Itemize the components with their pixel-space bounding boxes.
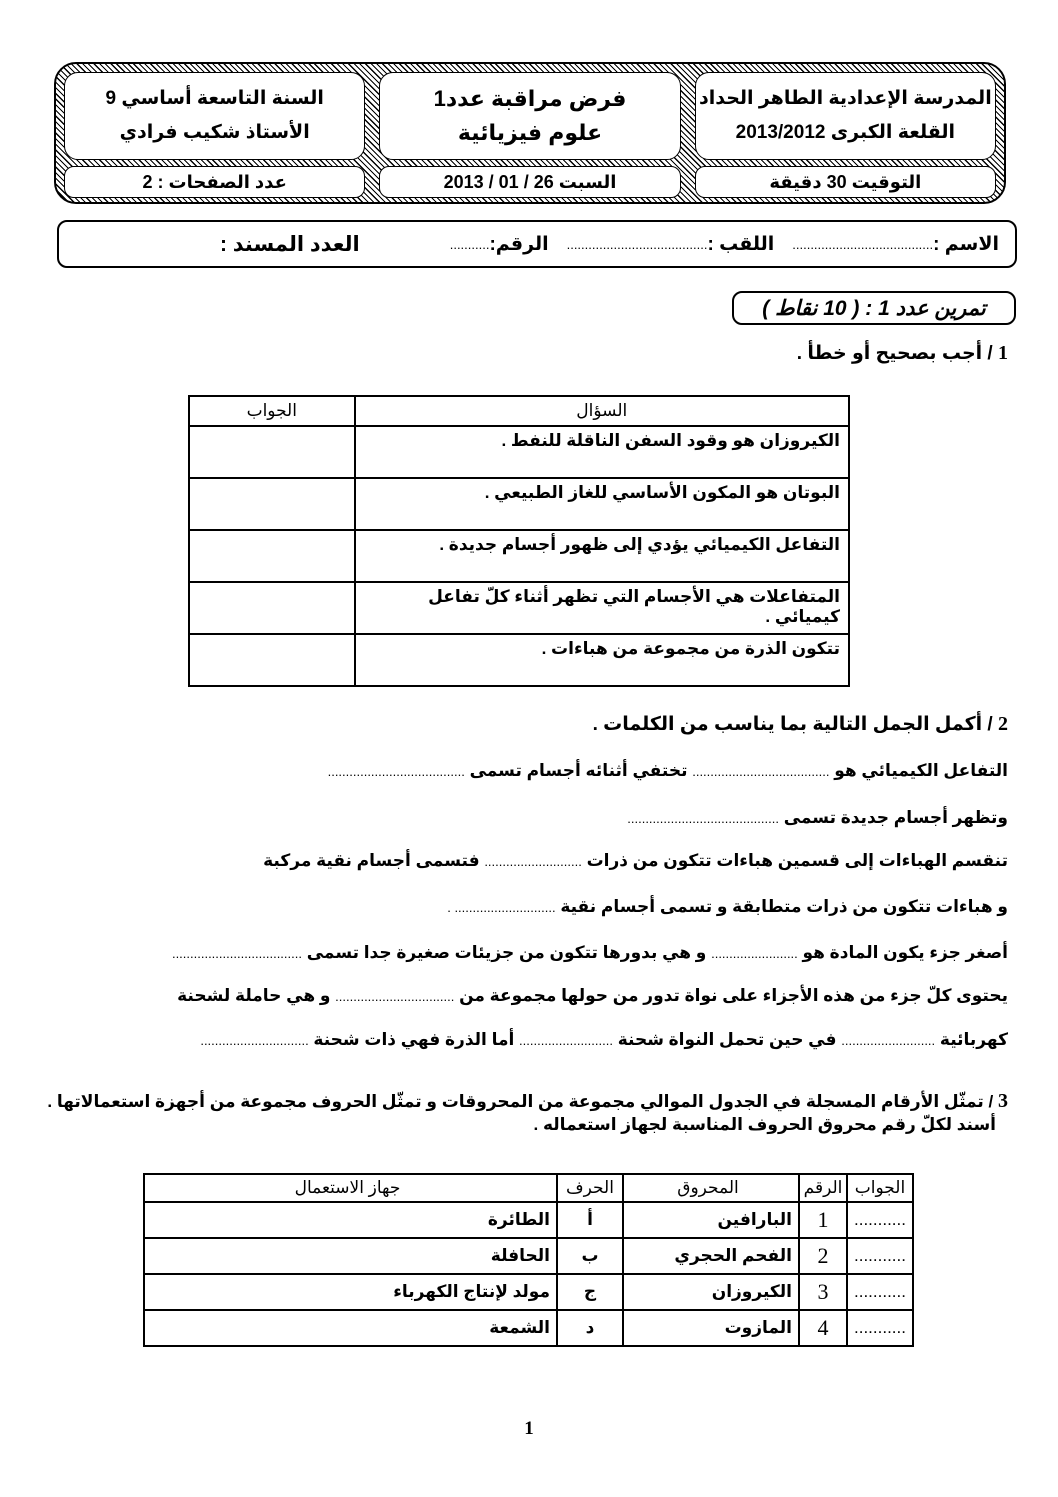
sentence-text: أما الذرة فهي ذات شحنة bbox=[313, 1030, 515, 1049]
use-cell: الطائرة bbox=[144, 1202, 557, 1238]
answer-cell[interactable] bbox=[189, 634, 355, 686]
table-header-row bbox=[144, 1174, 913, 1202]
q3-number: 3 bbox=[998, 1090, 1008, 1112]
q1-heading bbox=[797, 342, 1008, 365]
answer-cell[interactable] bbox=[189, 582, 355, 634]
fuel-cell: البارافين bbox=[623, 1202, 799, 1238]
grade-label: العدد المسند : bbox=[219, 232, 360, 256]
fuel-cell: المازوت bbox=[623, 1310, 799, 1346]
fill-line-7 bbox=[200, 1030, 1008, 1050]
header-letter: الحرف bbox=[557, 1174, 623, 1202]
number-field[interactable]: ........... bbox=[449, 236, 490, 252]
table-row bbox=[144, 1310, 913, 1346]
page-number: 1 bbox=[524, 1418, 534, 1439]
sentence-text: أصغر جزء يكون المادة هو bbox=[802, 943, 1008, 962]
surname-label: اللقب : bbox=[707, 233, 775, 255]
blank[interactable]: ................................. bbox=[335, 989, 455, 1004]
sentence-text: التفاعل الكيميائي هو bbox=[834, 761, 1008, 780]
letter-cell: ج bbox=[557, 1274, 623, 1310]
number-cell: 4 bbox=[799, 1310, 847, 1346]
use-cell: الشمعة bbox=[144, 1310, 557, 1346]
sentence-text: و هباءات تتكون من ذرات متطابقة و تسمى أجسام نقية bbox=[560, 897, 1008, 916]
q1-text: / أجب بصحيح أو خطأ . bbox=[796, 343, 993, 364]
sentence-text: كهربائية bbox=[939, 1030, 1008, 1049]
matching-table bbox=[143, 1173, 914, 1347]
blank[interactable]: .............................. bbox=[200, 1033, 309, 1048]
table-row bbox=[144, 1202, 913, 1238]
header-answer: الجواب bbox=[847, 1174, 913, 1202]
header-use: جهاز الاستعمال bbox=[144, 1174, 557, 1202]
name-field[interactable]: ....................................... bbox=[792, 236, 934, 252]
fill-line-6 bbox=[177, 986, 1008, 1006]
table-row bbox=[144, 1274, 913, 1310]
sentence-text: فتسمى أجسام نقية مركبة bbox=[263, 851, 480, 870]
use-cell: الحافلة bbox=[144, 1238, 557, 1274]
q2-heading bbox=[593, 713, 1008, 736]
number-cell: 3 bbox=[799, 1274, 847, 1310]
sentence-text: و هي حاملة لشحنة bbox=[177, 986, 331, 1005]
school-year: القلعة الكبرى 2013/2012 bbox=[735, 122, 956, 143]
fill-line-1 bbox=[328, 761, 1008, 781]
school-info bbox=[695, 72, 996, 160]
q2-text: / أكمل الجمل التالية بما يناسب من الكلمات . bbox=[592, 714, 993, 735]
sentence-text: وتظهر أجسام جديدة تسمى bbox=[783, 808, 1008, 827]
table-row bbox=[189, 426, 849, 478]
exam-duration: التوقيت 30 دقيقة bbox=[695, 166, 996, 198]
fuel-cell: الفحم الحجري bbox=[623, 1238, 799, 1274]
sentence-text: في حين تحمل النواة شحنة bbox=[617, 1030, 837, 1049]
q3-instruction: أسند لكلّ رقم محروق الحروف المناسبة لجهاز استعماله . bbox=[533, 1115, 996, 1134]
q2-number: 2 bbox=[998, 713, 1008, 735]
fill-line-3 bbox=[263, 851, 1008, 871]
true-false-table bbox=[188, 395, 850, 687]
question-cell: الكيروزان هو وقود السفن الناقلة للنفط . bbox=[355, 426, 849, 478]
letter-cell: أ bbox=[557, 1202, 623, 1238]
q1-number: 1 bbox=[998, 342, 1008, 364]
page-count: عدد الصفحات : 2 bbox=[64, 166, 365, 198]
school-name: المدرسة الإعدادية الطاهر الحداد bbox=[698, 88, 992, 109]
letter-cell: د bbox=[557, 1310, 623, 1346]
header-question: السؤال bbox=[355, 396, 849, 426]
sentence-text: يحتوى كلّ جزء من هذه الأجزاء على نواة تدور من حولها مجموعة من bbox=[459, 986, 1008, 1005]
exam-title: فرض مراقبة عدد1 bbox=[433, 86, 627, 111]
sentence-text: تختفي أثنائه أجسام تسمى bbox=[469, 761, 688, 780]
blank[interactable]: ............................ . bbox=[447, 900, 556, 915]
q3-text: / تمثّل الأرقام المسجلة في الجدول الموالي مجموعة من المحروقات و تمثّل الحروف مجموعة من أجهزة استعمالاتها . bbox=[47, 1092, 994, 1111]
exam-info bbox=[379, 72, 680, 160]
question-cell: البوتان هو المكون الأساسي للغاز الطبيعي . bbox=[355, 478, 849, 530]
table-header-row bbox=[189, 396, 849, 426]
answer-cell[interactable]: ........... bbox=[847, 1202, 913, 1238]
table-row bbox=[189, 530, 849, 582]
header-fuel: المحروق bbox=[623, 1174, 799, 1202]
question-cell: تتكون الذرة من مجموعة من هباءات . bbox=[355, 634, 849, 686]
fuel-cell: الكيروزان bbox=[623, 1274, 799, 1310]
sentence-text: تنقسم الهباءات إلى قسمين هباءات تتكون من ذرات bbox=[586, 851, 1008, 870]
surname-field[interactable]: ....................................... bbox=[566, 236, 708, 252]
question-cell: التفاعل الكيميائي يؤدي إلى ظهور أجسام جديدة . bbox=[355, 530, 849, 582]
student-info-box bbox=[57, 220, 1017, 268]
class-info bbox=[64, 72, 365, 160]
answer-cell[interactable]: ........... bbox=[847, 1238, 913, 1274]
number-cell: 2 bbox=[799, 1238, 847, 1274]
number-cell: 1 bbox=[799, 1202, 847, 1238]
fill-line-2 bbox=[627, 808, 1008, 828]
exam-date: السبت 26 / 01 / 2013 bbox=[379, 166, 680, 198]
letter-cell: ب bbox=[557, 1238, 623, 1274]
q3-heading bbox=[47, 1090, 1008, 1113]
exam-header bbox=[54, 62, 1006, 204]
number-label: الرقم: bbox=[489, 233, 549, 255]
table-row bbox=[144, 1238, 913, 1274]
header-answer: الجواب bbox=[189, 396, 355, 426]
blank[interactable]: .......................... bbox=[519, 1033, 613, 1048]
use-cell: مولد لإنتاج الكهرباء bbox=[144, 1274, 557, 1310]
table-row bbox=[189, 478, 849, 530]
blank[interactable]: .......................................... bbox=[627, 811, 779, 826]
blank[interactable]: ........................... bbox=[484, 854, 582, 869]
name-label: الاسم : bbox=[933, 233, 999, 255]
blank[interactable]: ........................ bbox=[711, 946, 798, 961]
class-level: السنة التاسعة أساسي 9 bbox=[105, 88, 324, 109]
blank[interactable]: ...................................... bbox=[692, 764, 830, 779]
table-row bbox=[189, 634, 849, 686]
answer-cell[interactable] bbox=[189, 478, 355, 530]
exam-subject: علوم فيزيائية bbox=[457, 120, 603, 145]
answer-cell[interactable]: ........... bbox=[847, 1274, 913, 1310]
blank[interactable]: ...................................... bbox=[327, 764, 465, 779]
fill-line-4 bbox=[447, 897, 1008, 917]
answer-cell[interactable] bbox=[189, 530, 355, 582]
fill-line-5 bbox=[172, 943, 1008, 963]
answer-cell[interactable] bbox=[189, 426, 355, 478]
header-number: الرقم bbox=[799, 1174, 847, 1202]
blank[interactable]: .................................... bbox=[171, 946, 302, 961]
teacher-name: الأستاذ شكيب فرادي bbox=[119, 122, 310, 143]
exercise-title: تمرين عدد 1 : ( 10 نقاط ) bbox=[732, 291, 1016, 325]
table-row bbox=[189, 582, 849, 634]
sentence-text: و هي بدورها تتكون من جزيئات صغيرة جدا تسمى bbox=[306, 943, 707, 962]
question-cell: المتفاعلات هي الأجسام التي تظهر أثناء كلّ تفاعل كيميائي . bbox=[355, 582, 849, 634]
blank[interactable]: .......................... bbox=[841, 1033, 936, 1048]
answer-cell[interactable]: ........... bbox=[847, 1310, 913, 1346]
